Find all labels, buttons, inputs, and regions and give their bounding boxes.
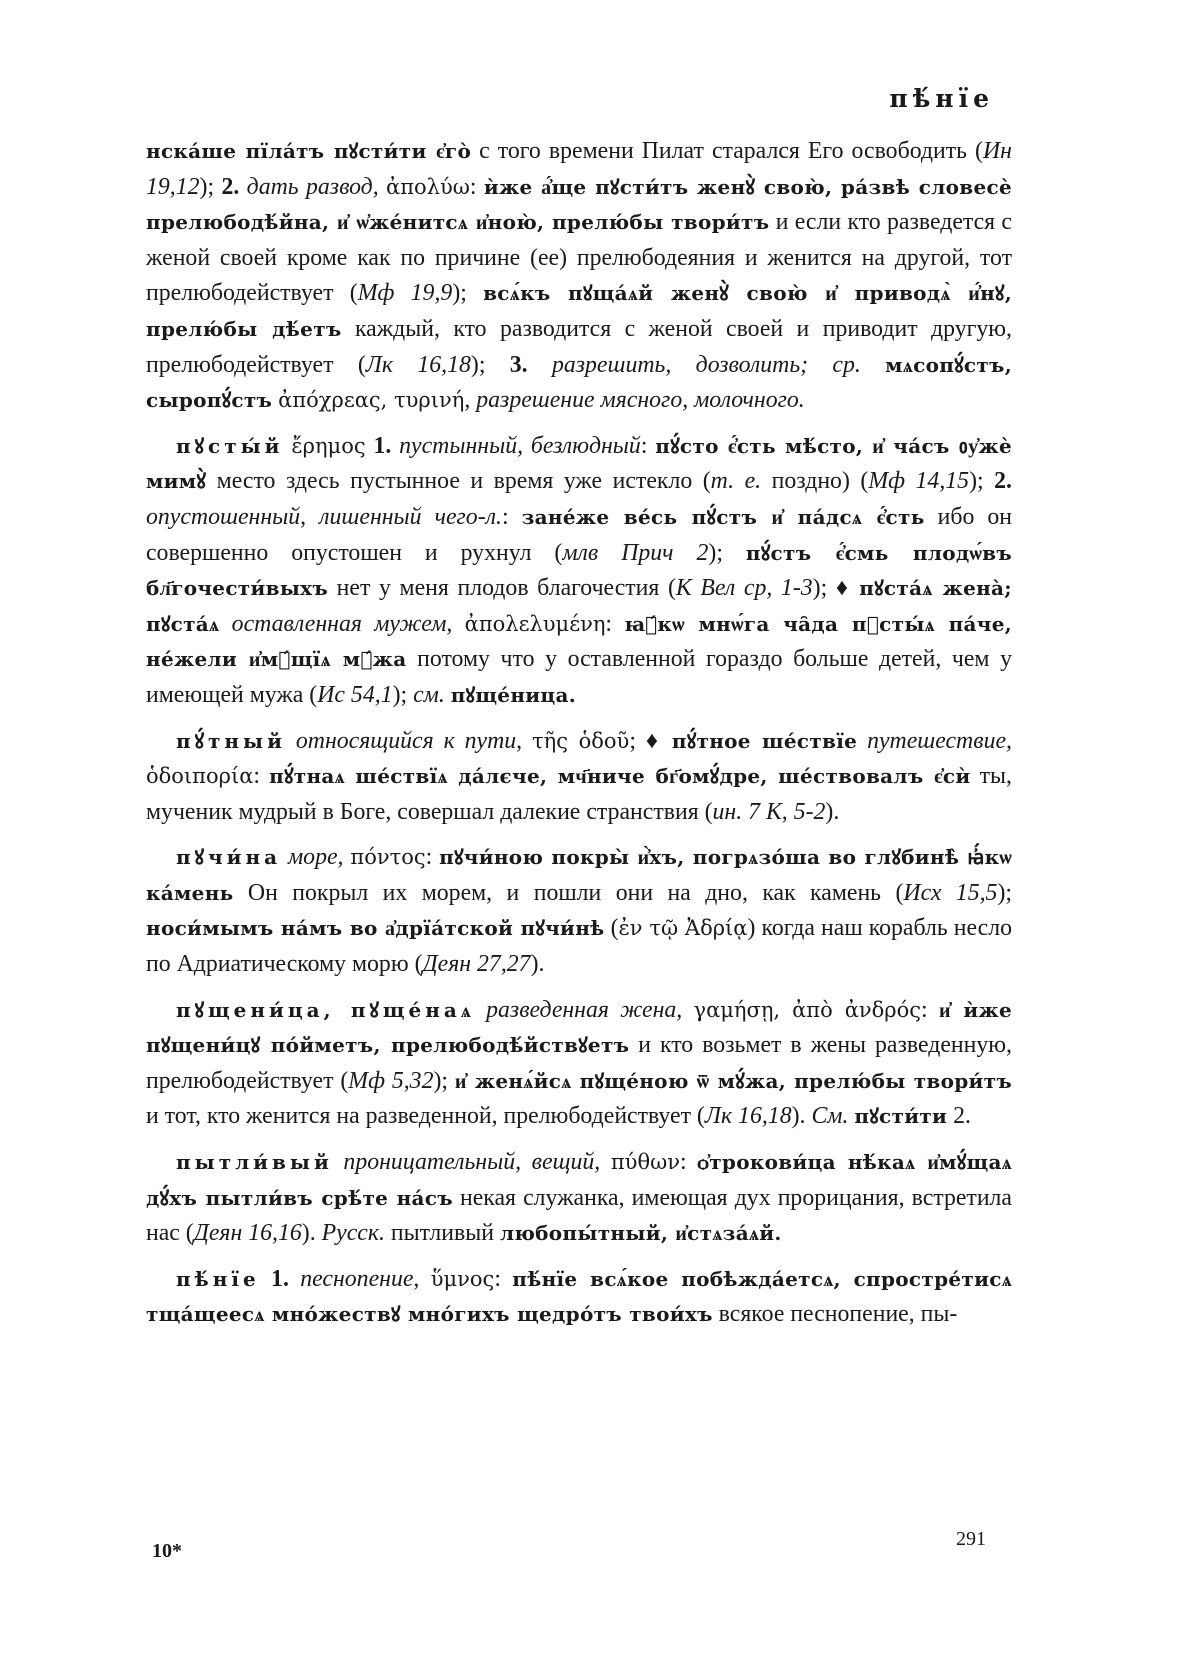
russian-text (857, 728, 867, 754)
church-slavonic-text: и҆ женѧ́йсѧ пꙋще́ною ѿ мꙋ́жа, прелю́бы твори́тъ (454, 1068, 1012, 1093)
russian-text: ибо он совершенно опустошен и рухнул ( (146, 503, 1012, 566)
italic-gloss: Деян 16,16 (193, 1220, 302, 1247)
greek-equivalent: πύθων (610, 1150, 680, 1175)
russian-text: ). (791, 1103, 812, 1130)
italic-gloss: Деян 27,27 (422, 951, 531, 978)
russian-text: : (679, 1149, 698, 1176)
russian-text: ). (825, 798, 840, 825)
church-slavonic-text: пꙋ́сто є҆́сть мѣ́сто, и҆ ча́съ ᲂу҆жѐ мимꙋ̀ (146, 433, 1012, 494)
church-slavonic-text: пꙋчи́ною покры̀ и҆̀хъ, погрѧзо́ша во глꙋбинѣ̀ ꙗ҆́кѡ ка́мень (146, 845, 1012, 905)
russian-text: : (494, 1265, 513, 1292)
russian-text: с того времени Пилат старался Его освободить ( (471, 138, 983, 164)
headword: пꙋчи́на (176, 845, 282, 870)
russian-text: ). (301, 1220, 322, 1247)
italic-gloss: Мф 19,9 (357, 280, 453, 307)
dictionary-entries (146, 134, 1012, 1504)
russian-text: ); (997, 879, 1012, 906)
italic-gloss: опустошенный, лишенный чего-л. (146, 503, 502, 530)
russian-text: всякое песнопение, пы- (712, 1301, 958, 1328)
sense-number: 2. (221, 173, 240, 200)
greek-equivalent: ἔρημος (291, 433, 366, 458)
italic-gloss: дать развод, (239, 173, 387, 200)
italic-gloss: Ис 54,1 (317, 681, 393, 708)
sense-number: 1. (373, 432, 392, 459)
dictionary-entry-penie (146, 1262, 1012, 1333)
russian-text: : (605, 610, 625, 637)
russian-text: : (253, 763, 270, 790)
dictionary-entry-pustyj (146, 429, 1012, 714)
russian-text: ); ♦ (812, 575, 860, 602)
sense-number: 2. (994, 468, 1012, 495)
russian-text: : (469, 173, 484, 200)
church-slavonic-text: ꙗ҆́кѡ мнѡ́га ча̑да пꙋсты́ѧ па́че, не́жели и҆мꙋ́щїѧ мꙋ́жа (146, 611, 1012, 672)
italic-gloss: оставленная мужем, (231, 610, 465, 637)
russian-text: ); (452, 280, 484, 307)
page-number: 291 (956, 1528, 986, 1550)
italic-gloss: песнопение, (288, 1265, 431, 1292)
church-slavonic-text: зане́же ве́сь пꙋ́стъ и҆ па́дсѧ є҆́сть (521, 504, 925, 529)
russian-text: 2. (947, 1103, 971, 1130)
russian-text (219, 611, 231, 637)
signature-mark: 10* (152, 1540, 182, 1562)
russian-text: поздно) ( (761, 468, 869, 495)
greek-equivalent: ὁδοιπορία (146, 764, 254, 789)
church-slavonic-text: носи́мымъ на́мъ во а҆дрїа́тской пꙋчи́нѣ (146, 916, 605, 941)
italic-gloss: Исх 15,5 (903, 879, 998, 906)
russian-text: место здесь пустынное и время уже истекло ( (206, 468, 711, 495)
russian-text (333, 1149, 344, 1175)
russian-text: ); (969, 468, 995, 495)
italic-gloss: ин. 7 К, 5-2 (712, 798, 826, 825)
russian-text (286, 728, 296, 754)
italic-gloss: разрешение мясного, молочного. (476, 387, 805, 414)
russian-text: ); (470, 351, 510, 378)
russian-text: пытливый (384, 1220, 500, 1247)
church-slavonic-text: ѝже а҆́ще пꙋсти́тъ женꙋ̀ свою̀, ра́звѣ словесѐ прелюбодѣ́йна, и҆ ѡ҆же́нитсѧ и҆ною̀, прелю́бы твори́тъ (146, 174, 1012, 235)
church-slavonic-text: пѣ́нїе всѧ́кое побѣжда́етсѧ, спростре́тисѧ тща́щеесѧ мно́жествꙋ мно́гихъ щедро́тъ твои́хъ (146, 1266, 1012, 1327)
russian-text: и кто возьмет в жены разведенную, прелюбодействует ( (146, 1032, 1012, 1094)
greek-equivalent: πόντος (350, 845, 426, 870)
russian-text: : (501, 503, 522, 530)
italic-gloss: проницательный, вещий, (343, 1149, 611, 1176)
dictionary-entry-pushchenica (146, 993, 1012, 1135)
church-slavonic-text: ѻ҆трокови́ца нѣ́каѧ и҆мꙋ́щаѧ дꙋ́хъ пытли́въ срѣ́те на́съ (146, 1150, 1012, 1210)
dictionary-entry-puchina (146, 840, 1012, 982)
italic-gloss: см. (413, 681, 445, 708)
italic-gloss: Мф 5,32 (348, 1067, 434, 1094)
italic-gloss: Лк 16,18 (704, 1103, 792, 1130)
russian-text: ); (433, 1067, 455, 1094)
russian-text: потому что у оставленной гораздо больше детей, чем у имеющей мужа ( (146, 646, 1012, 708)
dictionary-entry-putnyj (146, 724, 1012, 831)
italic-gloss: т. е. (710, 468, 762, 495)
greek-equivalent: ἐν τῷ Ἀδρίᾳ (618, 916, 748, 941)
italic-gloss: путешествие, (867, 727, 1012, 754)
russian-text: Он покрыл их морем, и пошли они на дно, как камень ( (233, 879, 904, 906)
church-slavonic-text: пꙋ́тное ше́ствїе (671, 728, 858, 753)
church-slavonic-text: нска́ше пїла́тъ пꙋсти́ти є҆го̀ (146, 139, 472, 163)
greek-equivalent: ἀπολύω (386, 174, 470, 199)
greek-equivalent: ὕμνος (430, 1266, 495, 1291)
russian-text: ); (199, 173, 222, 200)
russian-text: , (464, 387, 477, 414)
headword: пытли́вый (176, 1150, 333, 1175)
church-slavonic-text: пꙋста́ѧ жена̀; пꙋста́ѧ (146, 576, 1012, 636)
headword: пꙋщени́ца, пꙋще́наѧ (176, 997, 475, 1022)
russian-text (281, 844, 288, 870)
russian-text: каждый, кто разводится с женой своей и приводит другую, прелюбодействует ( (146, 315, 1012, 378)
greek-equivalent: τῆς ὁδοῦ (532, 728, 630, 753)
russian-text: ) когда наш корабль несло по Адриатическому морю ( (146, 915, 1012, 978)
italic-gloss: разведенная жена, (486, 996, 694, 1023)
russian-text: ). (530, 951, 545, 978)
russian-text (475, 997, 486, 1023)
russian-text: ); (708, 539, 746, 566)
church-slavonic-text: пꙋще́ница. (450, 682, 576, 707)
russian-text: ); (392, 681, 414, 708)
italic-gloss: разрешить, дозволить; ср. (527, 351, 886, 378)
church-slavonic-text: пꙋ́тнаѧ ше́ствїѧ да́лєче, мч҃ниче бг҃омꙋ́дре, ше́ствовалъ є҆сѝ (269, 764, 971, 789)
greek-equivalent: ἀπόχρεας, τυρινή (278, 388, 465, 413)
russian-text: и если кто разведется с женой своей кроме как по причине (ее) прелюбодеяния и женится на другой, тот прелюбодействует ( (146, 209, 1012, 307)
italic-gloss: См. (811, 1103, 849, 1130)
church-slavonic-text: любопы́тный, и҆стѧза́ѧй. (499, 1221, 782, 1246)
russian-text: : (425, 844, 440, 871)
italic-gloss: пустынный, безлюдный (391, 432, 641, 459)
sense-number: 1. (271, 1265, 289, 1292)
russian-text: нет у меня плодов благочестия ( (328, 575, 676, 602)
russian-text: ты, мученик мудрый в Боге, совершал далекие странствия ( (146, 763, 1012, 825)
church-slavonic-text: пꙋ́стъ є҆́смь плодѡ́въ бл҃гочести́выхъ (146, 540, 1012, 601)
italic-gloss: Лк 16,18 (365, 351, 471, 378)
italic-gloss: Русск. (321, 1220, 385, 1247)
russian-text (260, 1266, 271, 1292)
sense-number: 3. (509, 351, 528, 378)
headword: пꙋ́тный (176, 728, 286, 753)
dictionary-entry-pytlivyj (146, 1145, 1012, 1252)
greek-equivalent: γαμήσῃ, ἀπὸ ἀνδρός (693, 997, 922, 1022)
russian-text: : (640, 432, 656, 459)
russian-text: ( (604, 915, 619, 942)
russian-text: и тот, кто женится на разведенной, прелюбодействует ( (146, 1103, 705, 1130)
italic-gloss: млв Прич 2 (562, 539, 709, 566)
italic-gloss: Мф 14,15 (868, 468, 970, 495)
church-slavonic-text: пꙋсти́ти (854, 1104, 948, 1129)
italic-gloss: море, (288, 844, 351, 871)
dictionary-entry-pustiti-cont (146, 134, 1012, 419)
headword: пꙋсты́й (176, 433, 284, 458)
running-head: пѣ́нїе (889, 84, 994, 113)
russian-text: некая служанка, имеющая дух прорицания, встретила нас ( (146, 1184, 1012, 1247)
italic-gloss: относящийся к пути, (295, 727, 533, 754)
church-slavonic-text: мѧсопꙋ́стъ, сыропꙋ́стъ (146, 352, 1012, 413)
russian-text: ; ♦ (629, 727, 672, 754)
church-slavonic-text: и҆ ѝже пꙋщени́цꙋ по́йметъ, прелюбодѣ́йствꙋетъ (146, 997, 1012, 1058)
greek-equivalent: ἀπολελυμένη (464, 611, 606, 636)
church-slavonic-text: всѧ́къ пꙋща́ѧй женꙋ̀ свою̀ и҆ приводѧ̀ и҆́нꙋ, прелю́бы дѣ́етъ (146, 281, 1012, 341)
russian-text: : (921, 996, 939, 1023)
italic-gloss: Ин 19,12 (146, 138, 1012, 200)
headword: пѣ́нїе (176, 1266, 260, 1291)
italic-gloss: К Вел ср, 1-3 (675, 575, 813, 602)
